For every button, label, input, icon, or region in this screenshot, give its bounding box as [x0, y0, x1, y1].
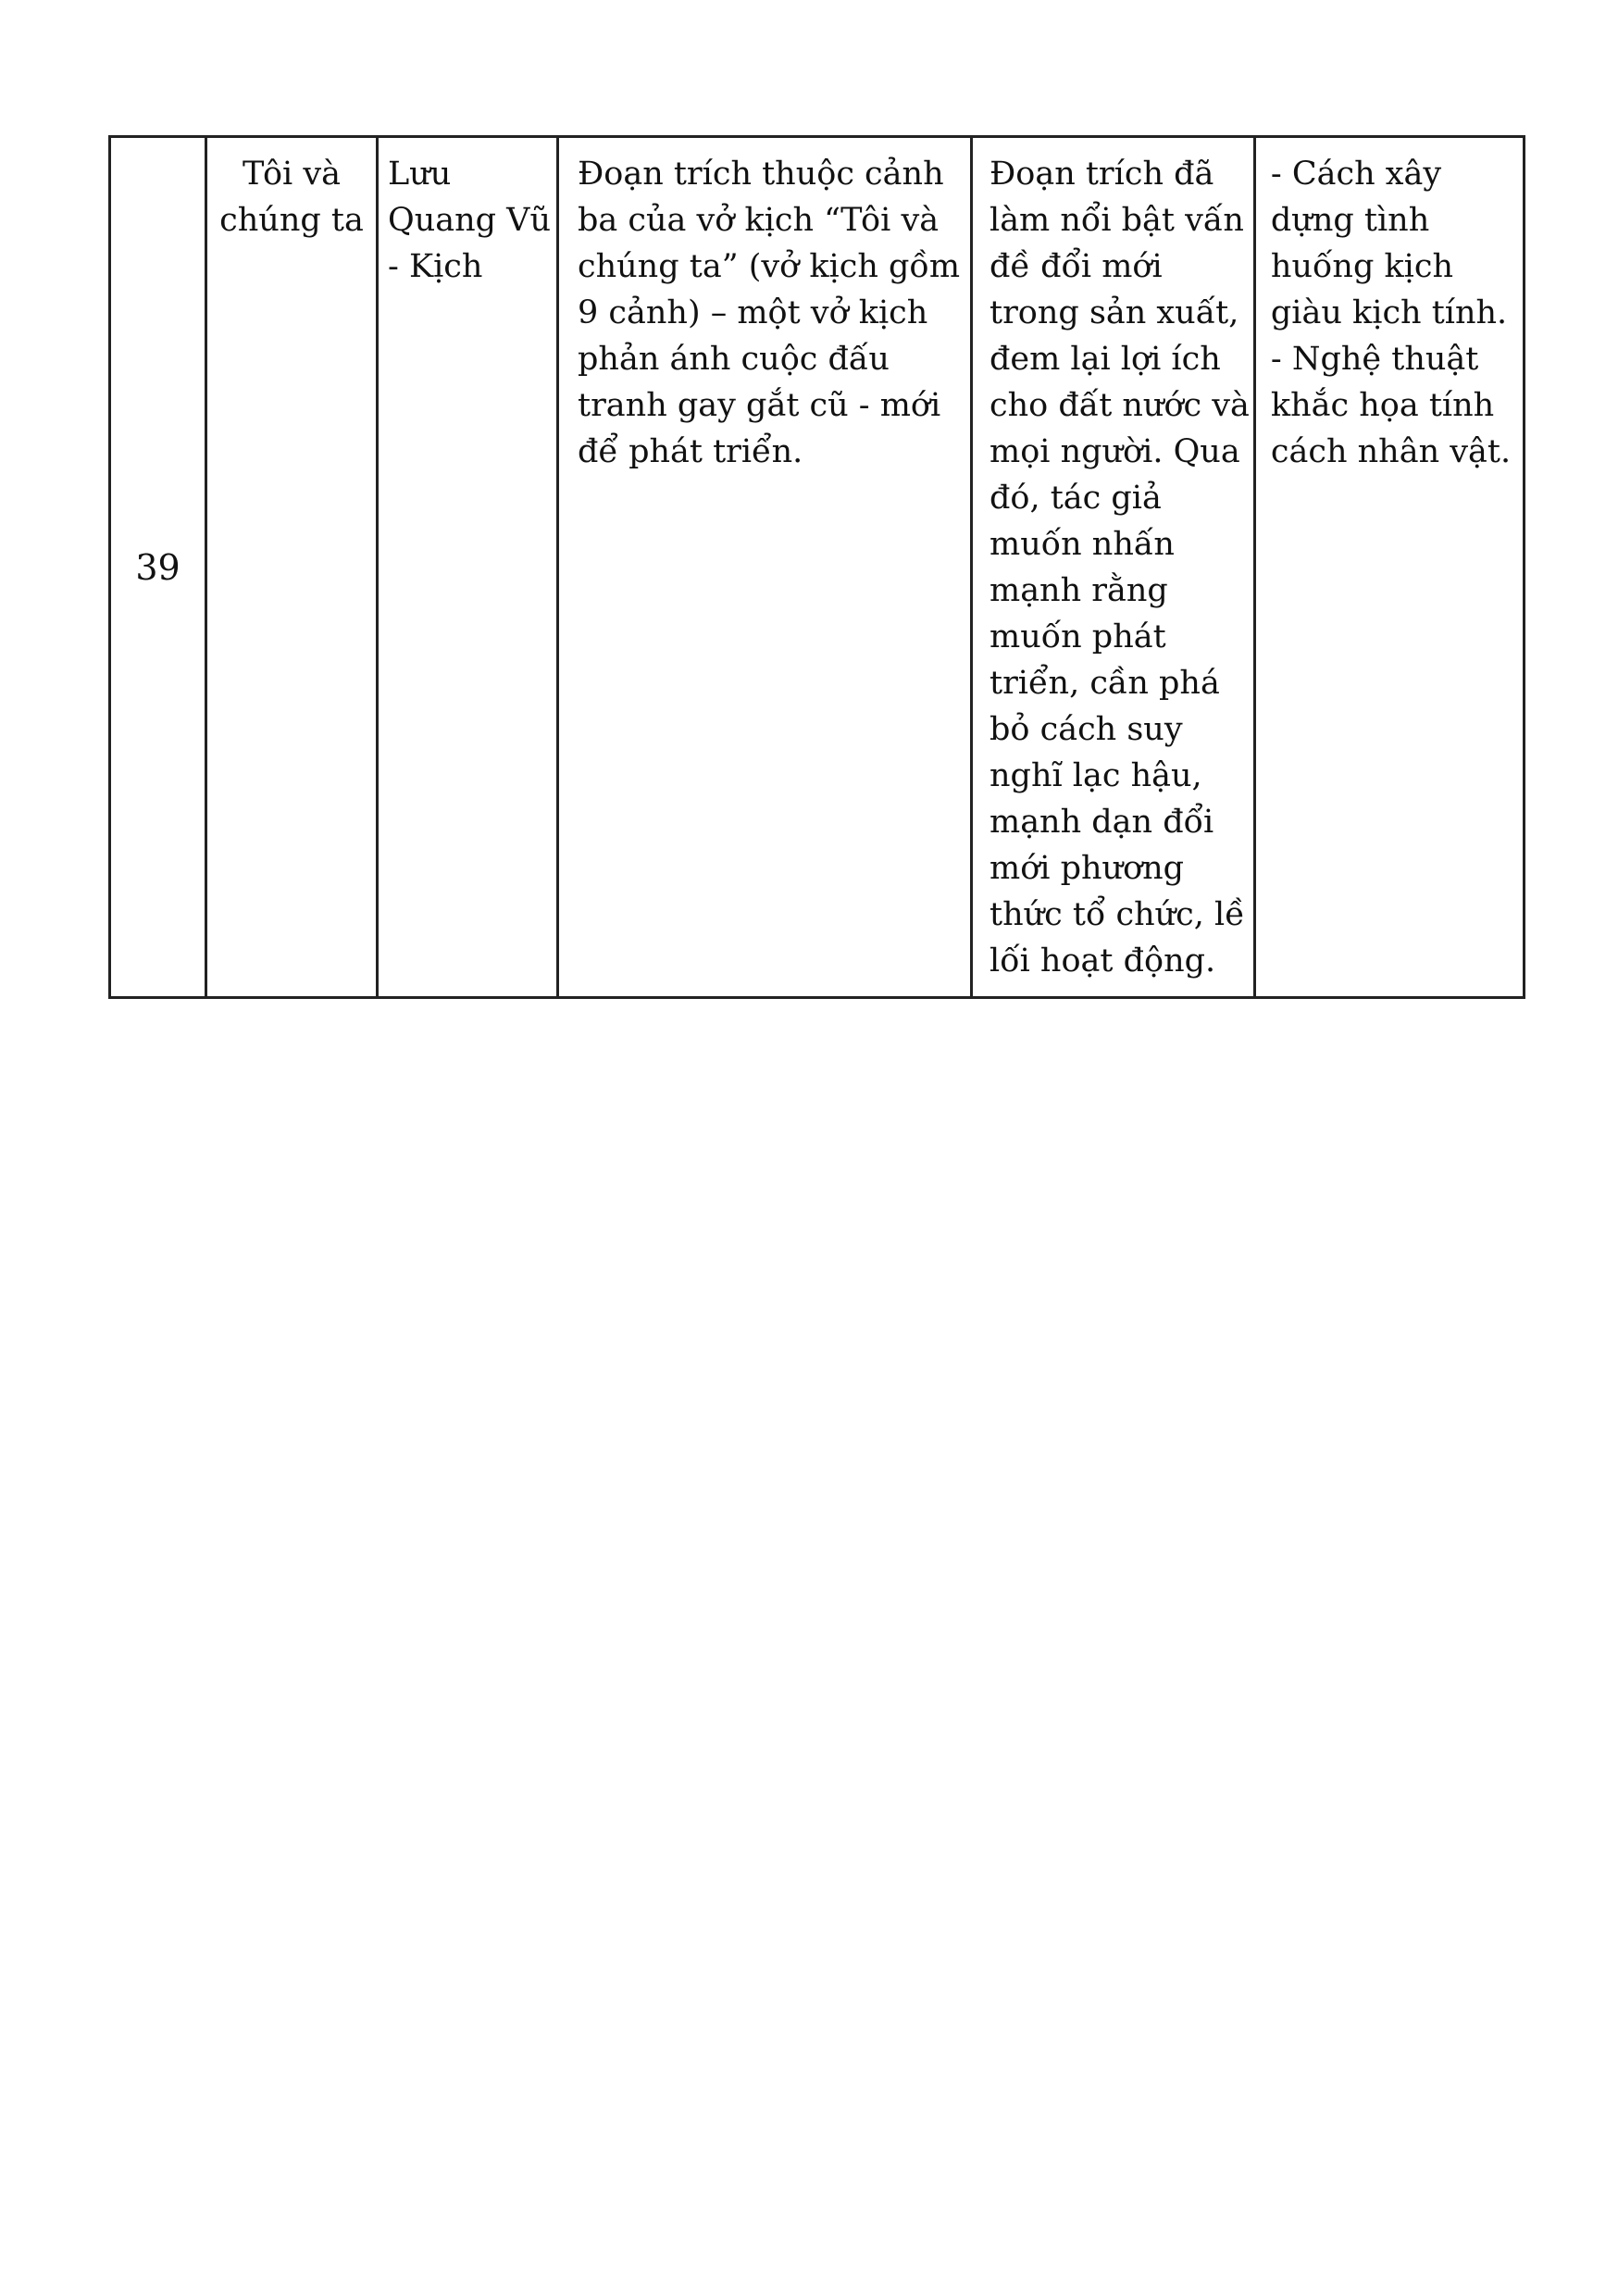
work-title-line: Tôi và [242, 156, 342, 193]
content-line: mạnh rằng [989, 572, 1168, 609]
art-features-cell [1254, 137, 1524, 998]
summary-line: 9 cảnh) – một vở kịch [578, 294, 928, 331]
table-row [110, 137, 1525, 998]
summary-line: ba của vở kịch “Tôi và [578, 202, 940, 239]
author-line: Quang Vũ [388, 202, 551, 239]
work-title-cell [206, 137, 378, 998]
art-line: dựng tình [1270, 202, 1430, 239]
content-line: triển, cần phá [989, 665, 1220, 702]
row-number: 39 [135, 546, 180, 588]
content-line: mọi người. Qua [989, 433, 1240, 470]
content-line: cho đất nước và [989, 387, 1250, 424]
summary-line: phản ánh cuộc đấu [578, 341, 890, 378]
content-line: muốn nhấn [989, 526, 1175, 563]
art-line: huống kịch [1270, 248, 1454, 285]
art-line: cách nhân vật. [1270, 433, 1512, 470]
summary-line: để phát triển. [578, 433, 803, 470]
content-line: thức tổ chức, lề [989, 896, 1245, 933]
content-line: mới phương [989, 850, 1185, 887]
summary-line: Đoạn trích thuộc cảnh [578, 156, 944, 193]
content-line: đem lại lợi ích [989, 341, 1221, 378]
row-number-cell [110, 137, 206, 998]
author-line: Lưu [388, 156, 452, 193]
content-cell [972, 137, 1255, 998]
content-line: đề đổi mới [989, 248, 1163, 285]
genre-line: - Kịch [388, 248, 483, 285]
content-line: Đoạn trích đã [989, 156, 1214, 193]
summary-line: tranh gay gắt cũ - mới [578, 387, 941, 424]
art-line: - Nghệ thuật [1270, 341, 1479, 378]
content-line: lối hoạt động. [989, 942, 1216, 980]
content-line: nghĩ lạc hậu, [989, 757, 1202, 794]
author-genre-cell [378, 137, 558, 998]
content-line: trong sản xuất, [989, 294, 1239, 331]
art-line: - Cách xây [1270, 156, 1442, 193]
content-line: mạnh dạn đổi [989, 804, 1214, 841]
work-title-line: chúng ta [219, 202, 364, 239]
content-line: bỏ cách suy [989, 711, 1183, 748]
summary-line: chúng ta” (vở kịch gồm [578, 248, 961, 285]
content-line: làm nổi bật vấn [989, 202, 1244, 239]
art-line: khắc họa tính [1270, 387, 1495, 424]
art-line: giàu kịch tính. [1270, 294, 1508, 331]
summary-cell [558, 137, 972, 998]
literature-table [108, 135, 1525, 999]
content-line: muốn phát [989, 618, 1166, 655]
content-line: đó, tác giả [989, 480, 1162, 517]
